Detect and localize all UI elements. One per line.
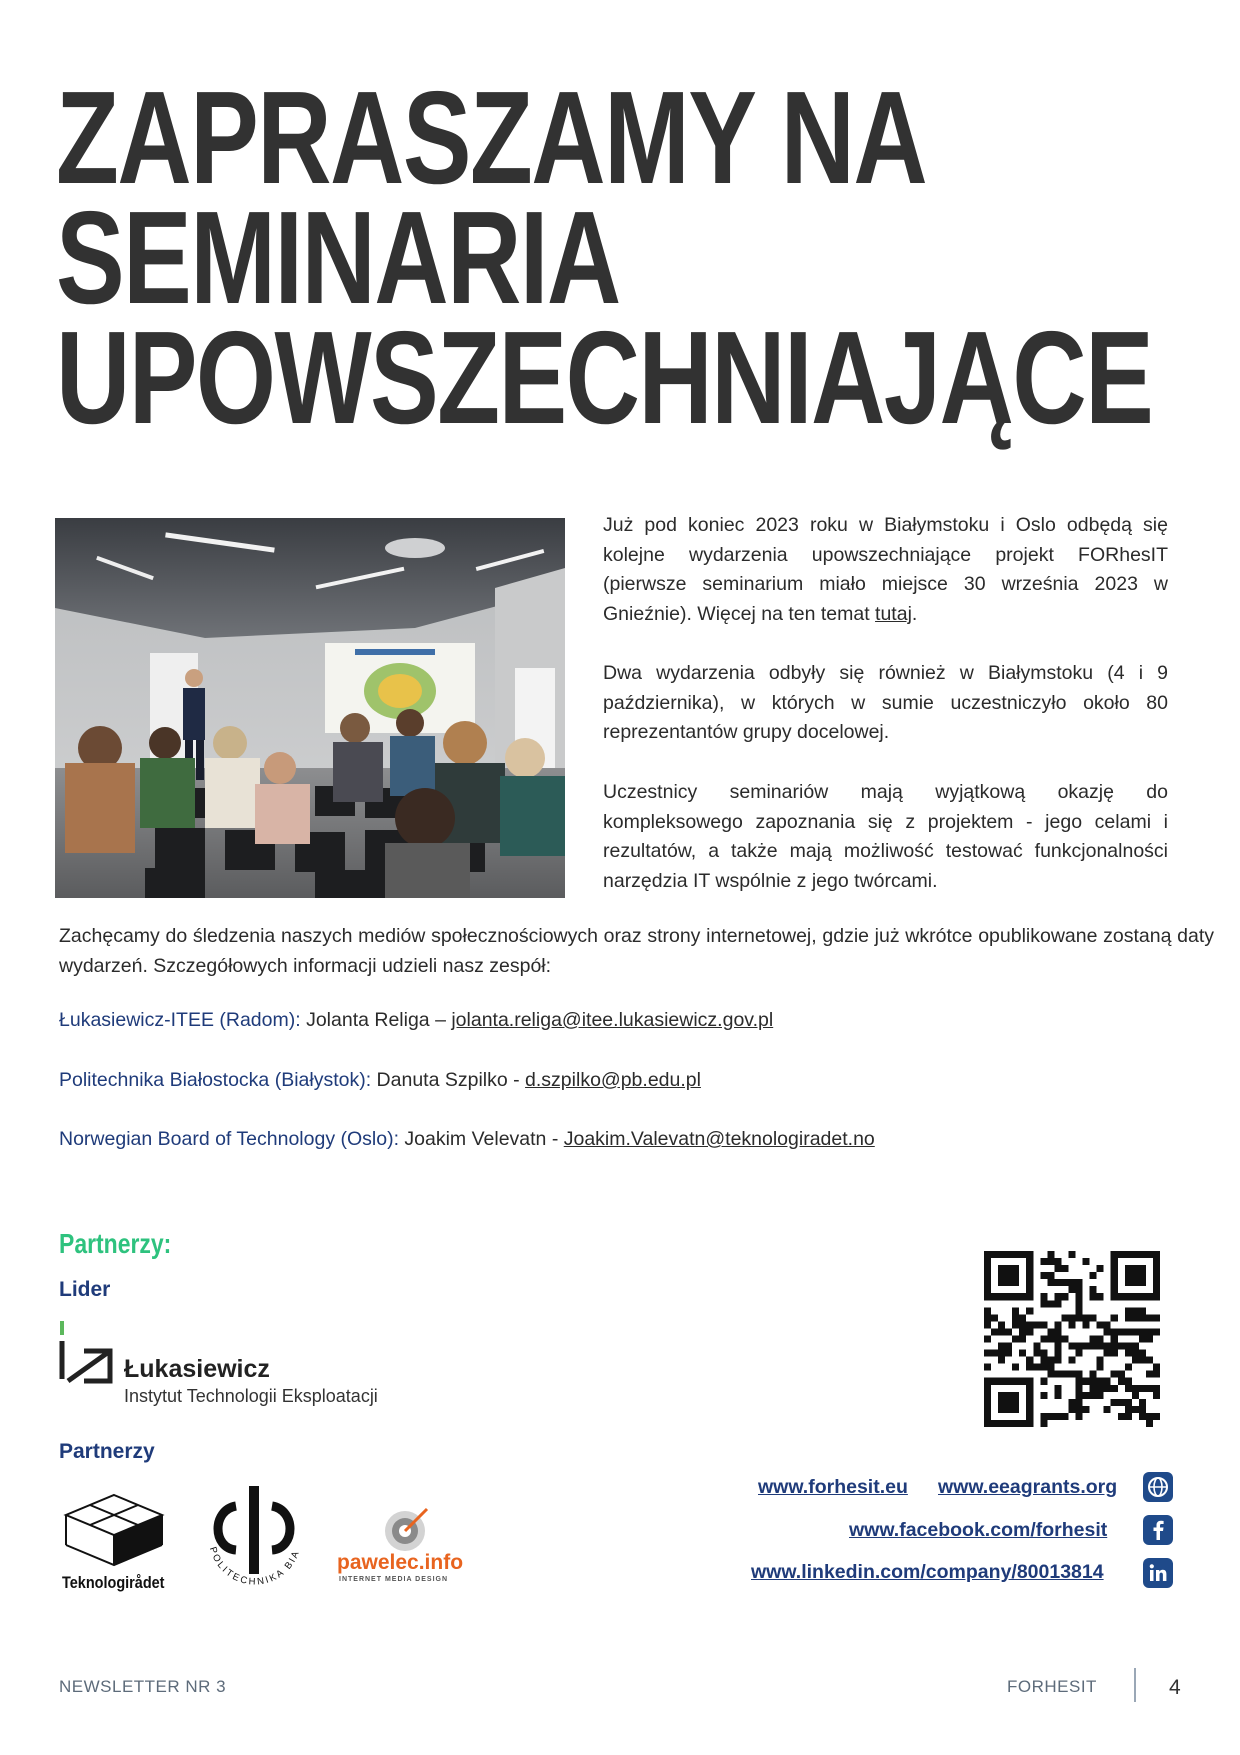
partners-heading: Partnerzy: [59,1228,172,1259]
lukasiewicz-subtitle: Instytut Technologii Eksploatacji [124,1386,378,1406]
linkedin-link[interactable]: www.linkedin.com/company/80013814 [751,1561,1104,1583]
intro-paragraph-2: Dwa wydarzenia odbyły się również w Białymstoku (4 i 9 października), w których w sumie uczestniczyło około 80 reprezentantów grupy docelowej. [603,662,1168,744]
teknologiradet-name: Teknologirådet [62,1573,165,1592]
pawelec-logo [337,1503,467,1593]
intro-paragraph-1 [603,511,1168,630]
follow-paragraph: Zachęcamy do śledzenia naszych mediów społecznościowych oraz strony internetowej, gdzie już wkrótce opublikowane zostaną daty wydarzeń. Szczegółowych informacji udzieli nasz zespół: [59,925,1214,977]
contact-email-link[interactable]: d.szpilko@pb.edu.pl [525,1069,701,1091]
forhesit-link[interactable]: www.forhesit.eu [758,1476,908,1498]
politechnika-logo [190,1478,320,1608]
teknologiradet-logo [60,1493,170,1603]
title-line-3: UPOWSZECHNIAJĄCE [56,304,1153,451]
contact-pb [59,1067,701,1093]
pawelec-subtitle: INTERNET MEDIA DESIGN [339,1576,449,1583]
page-number: 4 [1169,1676,1181,1699]
contact-person: Jolanta Religa – [300,1009,452,1031]
eeagrants-link[interactable]: www.eeagrants.org [938,1476,1118,1498]
contact-org: Politechnika Białostocka (Białystok): [59,1069,372,1091]
intro-paragraph-3: Uczestnicy seminariów mają wyjątkową okazję do kompleksowego zapoznania się z projektem - jego celami i rezultatów, a także mają możliwość testować funkcjonalności narzędzia IT wspólnie z jego twórcami. [603,781,1168,893]
title-line-1: ZAPRASZAMY NA [56,64,927,211]
contact-email-link[interactable]: jolanta.religa@itee.lukasiewicz.gov.pl [451,1009,774,1031]
facebook-icon[interactable] [1143,1515,1173,1545]
contact-itee [59,1007,773,1033]
politechnika-phi-icon [190,1478,320,1608]
intro-p1-end: . [911,603,918,626]
page-title [56,64,1153,451]
contact-org: Norwegian Board of Technology (Oslo): [59,1128,399,1150]
teknologiradet-cube-icon [62,1493,166,1567]
lukasiewicz-mark-icon [58,1321,118,1387]
contact-person: Joakim Velevatn - [398,1128,564,1150]
partners-label: Partnerzy [59,1440,155,1463]
linkedin-icon[interactable] [1143,1558,1173,1588]
pawelec-name: pawelec.info [337,1551,464,1574]
politechnika-ring-text: POLITECHNIKA BIA [206,1545,303,1588]
intro-p1-text: Już pod koniec 2023 roku w Białymstoku i Oslo odbędą się kolejne wydarzenia upowszechniające projekt FORhesIT (pierwsze seminarium miało miejsce 30 września 2023 w Gnieźnie). Więcej na ten temat [603,514,1168,626]
more-info-link[interactable]: tutaj [875,603,912,626]
globe-icon[interactable] [1143,1472,1173,1502]
qr-code-icon [984,1251,1160,1427]
pawelec-target-icon [375,1503,435,1553]
footer-newsletter: NEWSLETTER NR 3 [59,1677,227,1696]
footer-divider [1134,1668,1136,1702]
contact-email-link[interactable]: Joakim.Valevatn@teknologiradet.no [563,1128,875,1150]
footer-brand: FORHESIT [1007,1677,1097,1696]
contact-org: Łukasiewicz-ITEE (Radom): [59,1009,301,1031]
leader-label: Lider [59,1278,111,1301]
contact-person: Danuta Szpilko - [371,1069,526,1091]
seminar-photo [55,518,565,898]
lukasiewicz-logo [58,1321,418,1413]
facebook-link[interactable]: www.facebook.com/forhesit [849,1519,1108,1541]
lukasiewicz-name: Łukasiewicz [124,1355,270,1383]
contact-nbt [59,1126,875,1152]
title-line-2: SEMINARIA [56,184,620,331]
qr-code[interactable] [984,1251,1160,1427]
